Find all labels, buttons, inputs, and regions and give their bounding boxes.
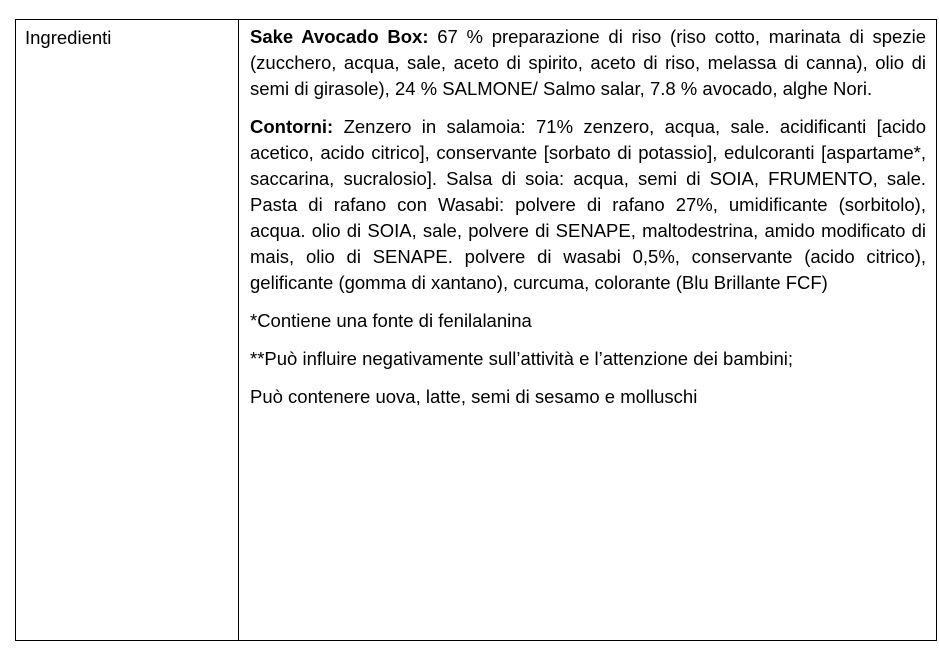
allergen-note: Può contenere uova, latte, semi di sesamo e molluschi xyxy=(250,386,698,407)
phenylalanine-note: *Contiene una fonte di fenilalanina xyxy=(250,310,532,331)
contorni-heading: Contorni: xyxy=(250,116,334,137)
ingredients-table xyxy=(15,19,937,641)
ingredients-content-cell xyxy=(239,20,936,640)
contorni-text: Zenzero in salamoia: 71% zenzero, acqua, sale. acidificanti [acido acetico, acido citrico], conservante [sorbato di potassio], edulcoranti [aspartame*, saccarina, sucralosio]. Salsa di soia: acqua, semi di SOIA, FRUMENTO, sale. Pasta di rafano con Wasabi: polvere di rafano 27%, umidificante (sorbitolo), acqua. olio di SOIA, sale, polvere di SENAPE, maltodestrina, amido modificato di mais, olio di SENAPE. polvere di wasabi 0,5%, conservante (acido citrico), gelificante (gomma di xantano), curcuma, colorante (Blu Brillante FCF) xyxy=(250,116,926,293)
ingredients-label-cell xyxy=(16,20,239,640)
sake-avocado-box-text: 67 % preparazione di riso (riso cotto, marinata di spezie (zucchero, acqua, sale, aceto di spirito, aceto di riso, melassa di canna), olio di semi di girasole), 24 % SALMONE/ Salmo salar, 7.8 % avocado, alghe Nori. xyxy=(250,26,926,99)
contorni-paragraph xyxy=(250,114,926,296)
sake-avocado-box-paragraph xyxy=(250,24,926,102)
sake-avocado-box-heading: Sake Avocado Box: xyxy=(250,26,429,47)
ingredients-label: Ingredienti xyxy=(25,27,112,48)
children-attention-note: **Può influire negativamente sull’attività e l’attenzione dei bambini; xyxy=(250,348,793,369)
